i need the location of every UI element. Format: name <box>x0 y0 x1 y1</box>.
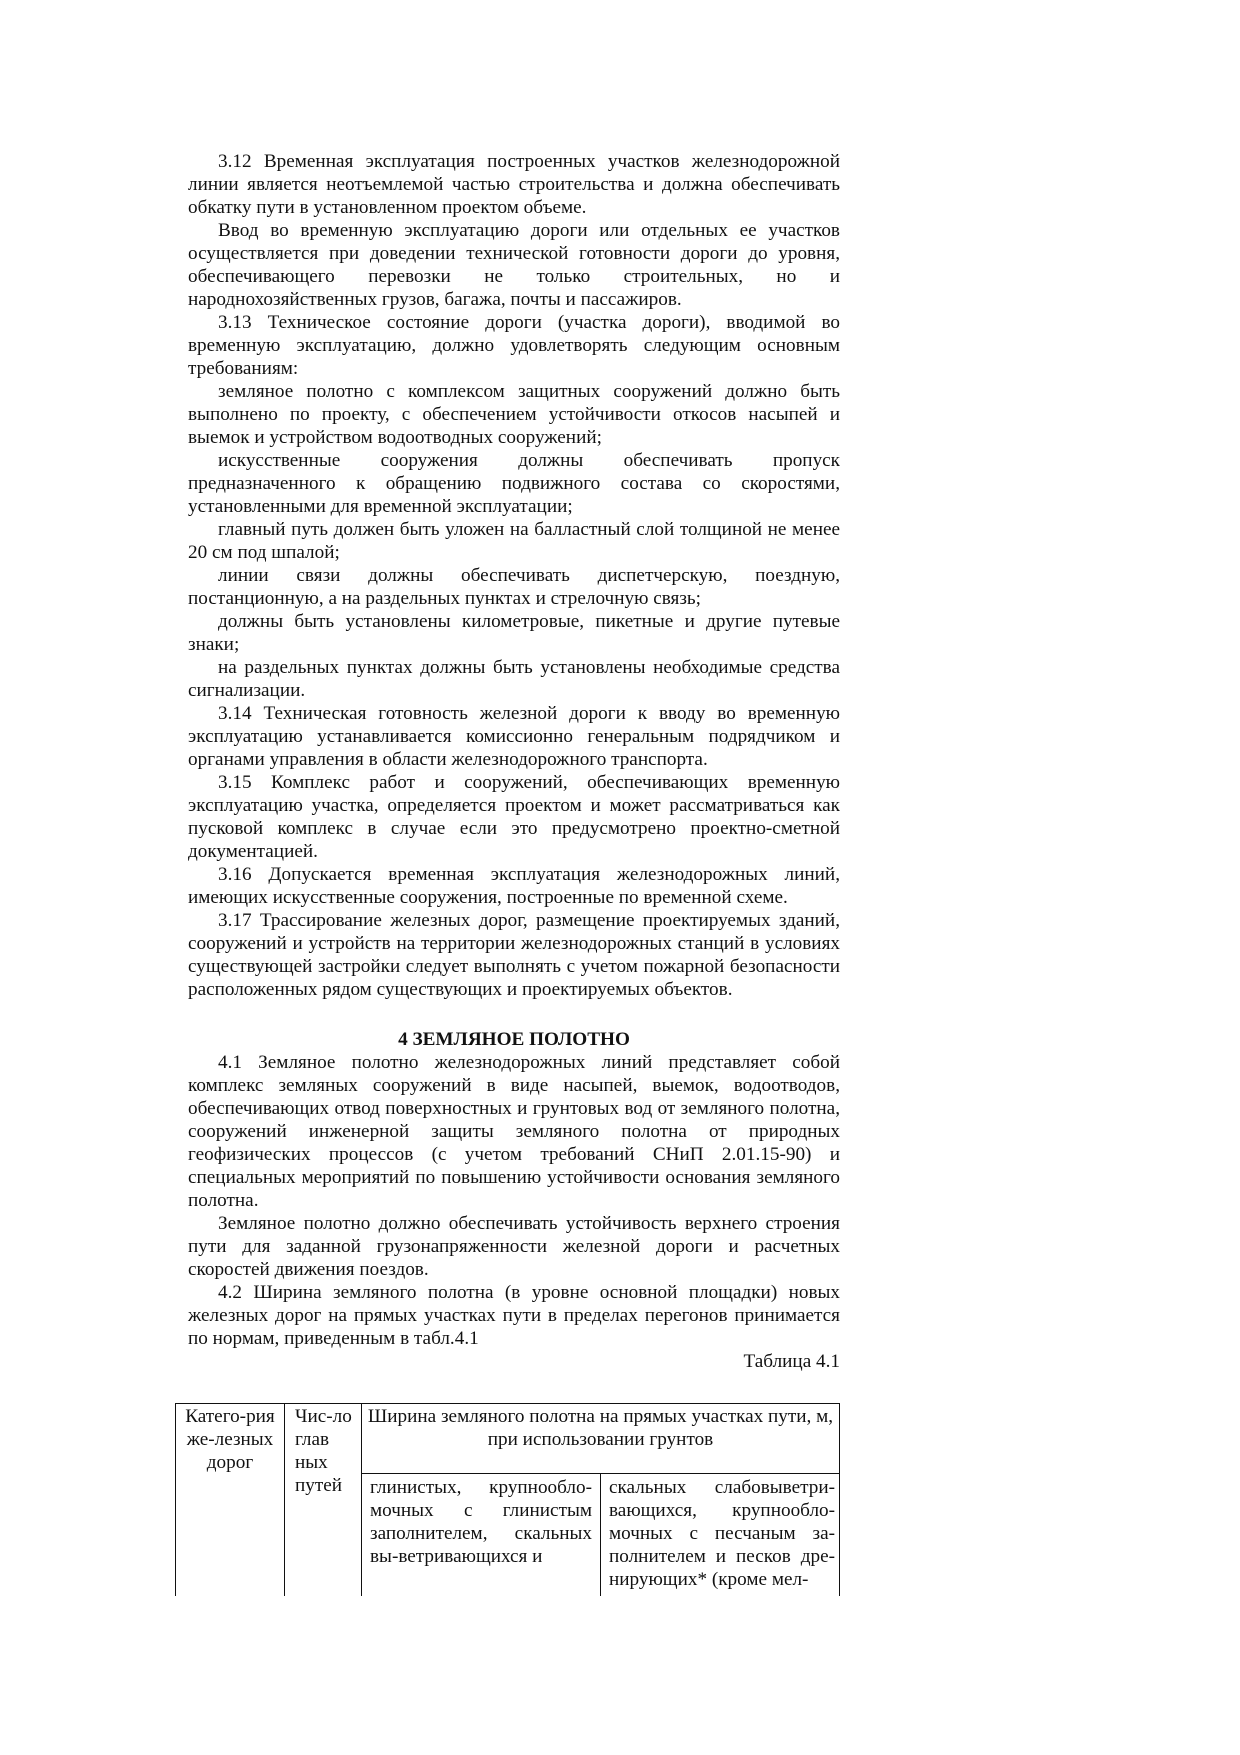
paragraph-3-12: 3.12 Временная эксплуатация построенных участков железнодорожной линии является неотъемлемой частью строительства и должна обеспечивать обкатку пути в установленном проектом объеме. <box>188 151 840 218</box>
header-soil-rock: скальных слабовыветри-вающихся, крупнообло-мочных с песчаным за-полнителем и песков дре-нирующих* (кроме мел- <box>601 1474 840 1597</box>
section-heading: 4 ЗЕМЛЯНОЕ ПОЛОТНО <box>398 1029 630 1050</box>
requirement-main-track: главный путь должен быть уложен на балластный слой толщиной не менее 20 см под шпалой; <box>188 519 840 563</box>
paragraph-3-13: 3.13 Техническое состояние дороги (участка дороги), вводимой во временную эксплуатацию, должно удовлетворять следующим основным требованиям: <box>188 312 840 379</box>
paragraph-4-1-cont: Земляное полотно должно обеспечивать устойчивость верхнего строения пути для заданной грузонапряженности железной дороги и расчетных скоростей движения поездов. <box>188 1213 840 1280</box>
header-subgrade-width: Ширина земляного полотна на прямых участках пути, м, при использовании грунтов <box>362 1404 840 1474</box>
header-track-count: Чис-ло глав ных путей <box>285 1404 362 1597</box>
paragraph-3-14: 3.14 Техническая готовность железной дороги к вводу во временную эксплуатацию устанавливается комиссионно генеральным подрядчиком и органами управления в области железнодорожного транспорта. <box>188 703 840 770</box>
header-soil-clay: глинистых, крупнообло-мочных с глинистым заполнителем, скальных вы-ветривающихся и <box>362 1474 601 1597</box>
requirement-earthwork: земляное полотно с комплексом защитных сооружений должно быть выполнено по проекту, с обеспечением устойчивости откосов насыпей и выемок и устройством водоотводных сооружений; <box>188 381 840 448</box>
paragraph-4-1: 4.1 Земляное полотно железнодорожных линий представляет собой комплекс земляных сооружений в виде насыпей, выемок, водоотводов, обеспечивающих отвод поверхностных и грунтовых вод от земляного полотна, сооружений инженерной защиты земляного полотна от природных геофизических процессов (с учетом требований СНиП 2.01.15-90) и специальных мероприятий по повышению устойчивости основания земляного полотна. <box>188 1052 840 1211</box>
header-category: Катего-рия же-лезных дорог <box>176 1404 285 1597</box>
requirement-track-signs: должны быть установлены километровые, пикетные и другие путевые знаки; <box>188 611 840 655</box>
paragraph-3-17: 3.17 Трассирование железных дорог, размещение проектируемых зданий, сооружений и устройств на территории железнодорожных станций в условиях существующей застройки следует выполнять с учетом пожарной безопасности расположенных рядом существующих и проектируемых объектов. <box>188 910 840 1000</box>
requirement-signalling: на раздельных пунктах должны быть установлены необходимые средства сигнализации. <box>188 657 840 701</box>
table-caption: Таблица 4.1 <box>743 1351 840 1372</box>
requirement-structures: искусственные сооружения должны обеспечивать пропуск предназначенного к обращению подвижного состава со скоростями, установленными для временной эксплуатации; <box>188 450 840 517</box>
requirement-communication: линии связи должны обеспечивать диспетчерскую, поездную, постанционную, а на раздельных пунктах и стрелочную связь; <box>188 565 840 609</box>
paragraph-3-12-cont: Ввод во временную эксплуатацию дороги или отдельных ее участков осуществляется при доведении технической готовности дороги до уровня, обеспечивающего перевозки не только строительных, но и народнохозяйственных грузов, багажа, почты и пассажиров. <box>188 220 840 310</box>
table-4-1 <box>175 1403 840 1596</box>
paragraph-4-2: 4.2 Ширина земляного полотна (в уровне основной площадки) новых железных дорог на прямых участках пути в пределах перегонов принимается по нормам, приведенным в табл.4.1 <box>188 1282 840 1349</box>
document-body <box>188 150 840 1373</box>
soil-width-table <box>175 1403 840 1596</box>
paragraph-3-15: 3.15 Комплекс работ и сооружений, обеспечивающих временную эксплуатацию участка, определяется проектом и может рассматриваться как пусковой комплекс в случае если это предусмотрено проектно-сметной документацией. <box>188 772 840 862</box>
paragraph-3-16: 3.16 Допускается временная эксплуатация железнодорожных линий, имеющих искусственные сооружения, построенные по временной схеме. <box>188 864 840 908</box>
